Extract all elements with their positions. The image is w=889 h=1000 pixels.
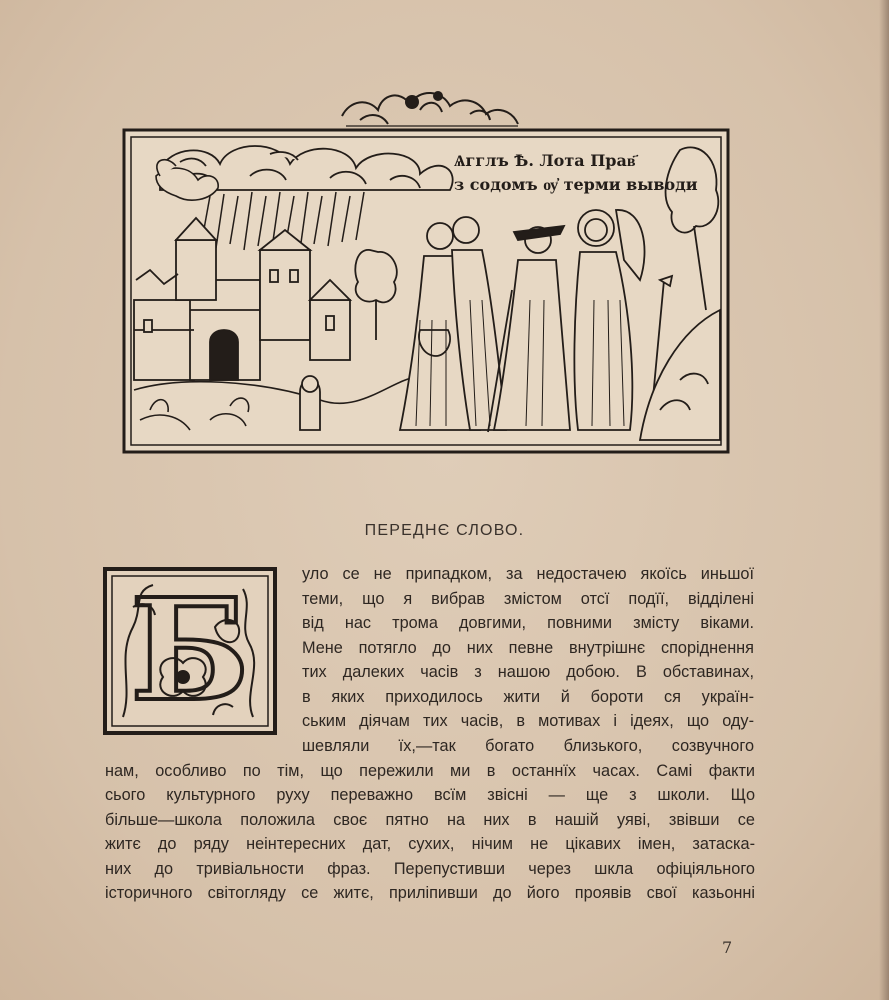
ornament-flourish	[342, 92, 518, 126]
woodcut-illustration	[120, 80, 732, 456]
page-edge-shadow	[879, 0, 889, 1000]
text-line: від нас трома довгими, повними змісту віками.	[302, 614, 754, 632]
text-line: історичного світогляду се житє, приліпивши до його проявів свої казьонні	[105, 884, 755, 902]
text-line: нам, особливо по тім, що пережили ми в останнїх часах. Самі факти	[105, 762, 755, 780]
initial-letter: Б	[130, 569, 250, 733]
text-line: уло се не припадком, за недостачею якоїсь иньшої	[302, 565, 754, 583]
text-line: шевляли їх,—так богато близького, созвучного	[302, 737, 754, 755]
text-line: ським діячам тих часів, в мотивах і ідеях, що оду-	[302, 712, 754, 730]
section-heading: ПЕРЕДНЄ СЛОВО.	[364, 522, 525, 539]
text-line: більше—школа положила своє пятно на них в нашій уяві, звівши се	[105, 811, 755, 829]
text-line: тих далеких часів з нашою добою. В обставинах,	[302, 663, 754, 681]
text-line: в яких приходилось жити й бороти ся україн-	[302, 688, 754, 706]
text-line: сього культурного руху переважно всїм звісні — ще з школи. Що	[105, 786, 755, 804]
text-line: Мене потягло до них певне внутрішнє споріднення	[302, 639, 754, 657]
woodcut-caption-line-2: з содомъ ѹ҆ терми выводи	[454, 175, 698, 194]
text-line: теми, що я вибрав змістом отсї подїї, відділені	[302, 590, 754, 608]
text-line: них до тривіальности фраз. Перепустивши через шкла офіціяльного	[105, 860, 755, 878]
text-line: житє до ряду неінтересних дат, сухих, нічим не цікавих імен, затаска-	[105, 835, 755, 853]
decorative-initial	[103, 567, 277, 735]
lots-wife-figure	[300, 376, 320, 430]
woodcut-caption-line-1: Ѧгглъ Ѣ. Лота Прав҃	[454, 151, 636, 170]
page-number: 7	[722, 938, 733, 957]
